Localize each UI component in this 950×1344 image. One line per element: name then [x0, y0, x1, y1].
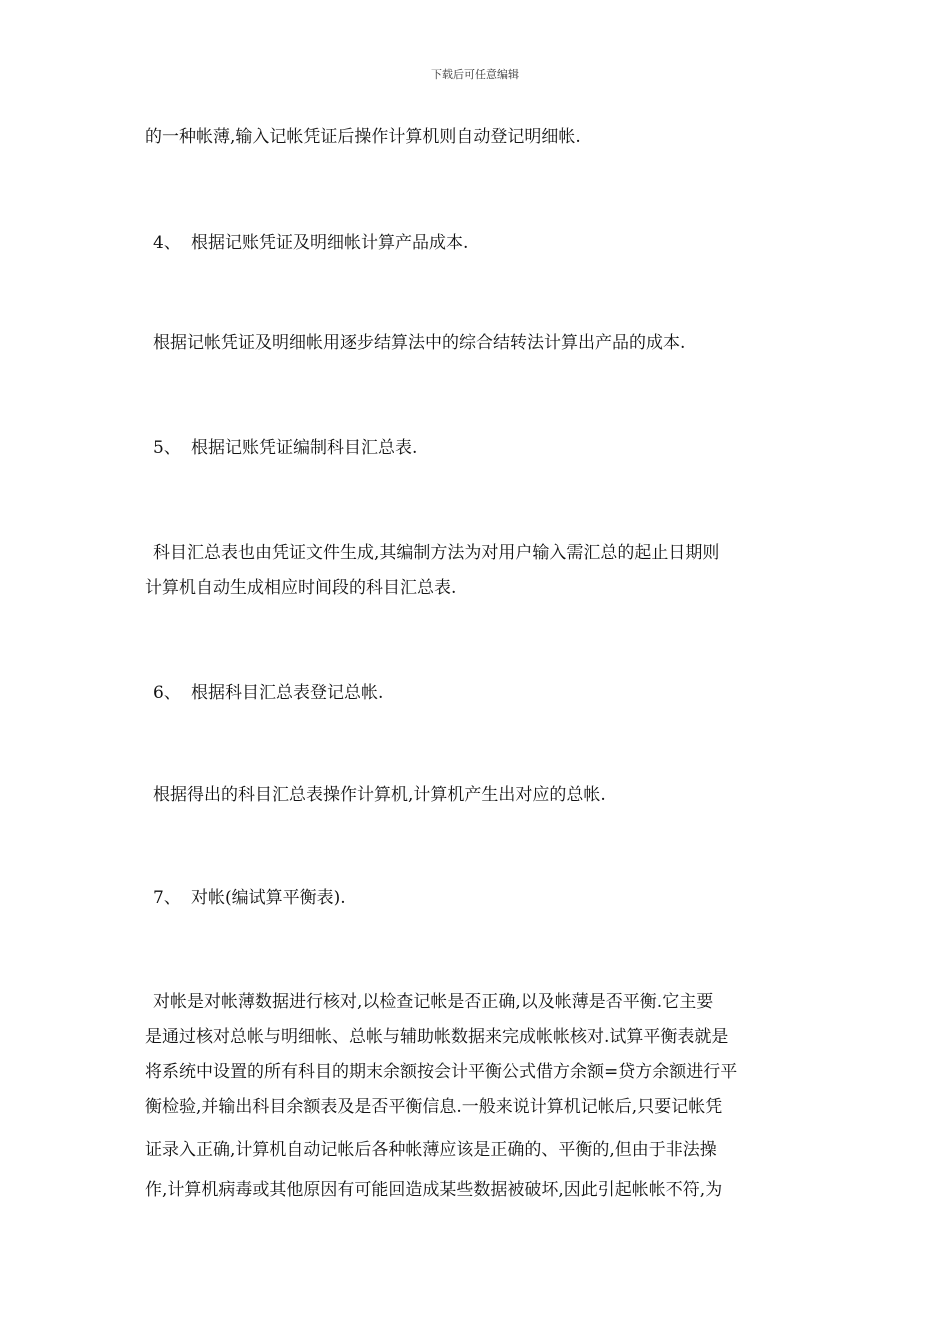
list-number: 7、	[153, 888, 181, 908]
paragraph-7-line-6: 作,计算机病毒或其他原因有可能回造成某些数据被破坏,因此引起帐帐不符,为	[145, 1180, 723, 1200]
paragraph-4: 根据记帐凭证及明细帐用逐步结算法中的综合结转法计算出产品的成本.	[153, 333, 686, 353]
paragraph-5-line-2: 计算机自动生成相应时间段的科目汇总表.	[145, 578, 457, 598]
list-item-text: 根据科目汇总表登记总帐.	[191, 683, 384, 703]
paragraph-continuation: 的一种帐薄,输入记帐凭证后操作计算机则自动登记明细帐.	[145, 127, 581, 147]
paragraph-7-line-1: 对帐是对帐薄数据进行核对,以检查记帐是否正确,以及帐薄是否平衡.它主要	[153, 992, 714, 1012]
page-header: 下载后可任意编辑	[431, 68, 519, 81]
paragraph-7-line-4: 衡检验,并输出科目余额表及是否平衡信息.一般来说计算机记帐后,只要记帐凭	[145, 1097, 723, 1117]
list-item-text: 根据记账凭证及明细帐计算产品成本.	[191, 233, 469, 253]
list-item-text: 对帐(编试算平衡表).	[191, 888, 346, 908]
paragraph-5-line-1: 科目汇总表也由凭证文件生成,其编制方法为对用户输入需汇总的起止日期则	[153, 543, 720, 563]
paragraph-7-line-2: 是通过核对总帐与明细帐、总帐与辅助帐数据来完成帐帐核对.试算平衡表就是	[145, 1027, 729, 1047]
paragraph-6: 根据得出的科目汇总表操作计算机,计算机产生出对应的总帐.	[153, 785, 606, 805]
paragraph-7-line-5: 证录入正确,计算机自动记帐后各种帐薄应该是正确的、平衡的,但由于非法操	[145, 1140, 717, 1160]
list-item-5	[153, 438, 823, 458]
list-item-text: 根据记账凭证编制科目汇总表.	[191, 438, 418, 458]
list-number: 6、	[153, 683, 181, 703]
list-number: 4、	[153, 233, 181, 253]
list-item-4	[153, 233, 823, 253]
list-item-7	[153, 888, 823, 908]
list-number: 5、	[153, 438, 181, 458]
list-item-6	[153, 683, 823, 703]
paragraph-7-line-3: 将系统中设置的所有科目的期末余额按会计平衡公式借方余额=贷方余额进行平	[145, 1062, 738, 1082]
